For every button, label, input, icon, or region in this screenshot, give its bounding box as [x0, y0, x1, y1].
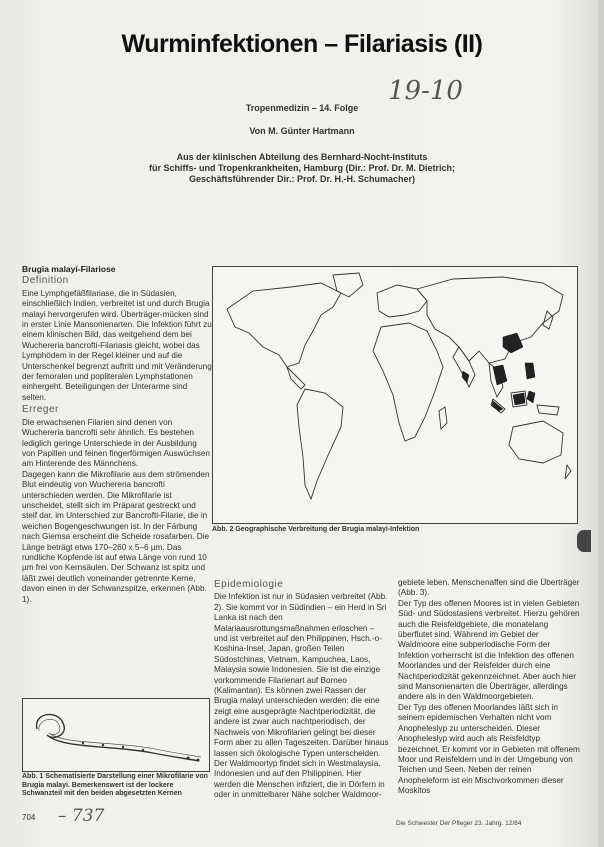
- map-caption: Abb. 2 Geographische Verbreitung der Brugia malayi-Infektion: [212, 526, 420, 533]
- continent-north-america: [227, 283, 341, 367]
- continent-south-america: [297, 389, 343, 499]
- paragraph-pathogen-2: Dagegen kann die Mikrofilarie aus dem strömenden Blut eindeutig von Wuchereria bancrofti unterschieden werden. Die Mikrofilarie ist unscheidet, stellt sich im Präparat gestreckt und steif dar, im Unterschied zur Bancrofti-Filarie, die in weichen Bogengeschwungen ist. In der Färbung nach Giemsa erscheint die Scheide rosafarben. Die Länge beträgt etwa 170–260 x 5–6 µm. Das rundliche Kopfende ist auf etwa Länge von rund 10 µm frei von Kernsäulen. Der Schwanz ist spitz und läßt zwei deutlich voneinander getrennte Kerne, davon einen in der Schwanzspitze, erkennen (Abb. 1).: [22, 469, 210, 604]
- worm-nucleus: [122, 746, 124, 748]
- endemic-area-borneo: [513, 393, 525, 405]
- distribution-map: [212, 266, 578, 524]
- worm-nucleus: [82, 742, 84, 744]
- author-line: Von M. Günter Hartmann: [249, 126, 355, 136]
- endemic-area-sulawesi: [527, 391, 535, 403]
- worm-tail-nucleus: [197, 759, 200, 762]
- continent-australia: [509, 421, 563, 463]
- article-title: Wurminfektionen – Filariasis (II): [121, 30, 483, 58]
- page-tab-marker: [577, 530, 591, 552]
- endemic-area-china: [503, 333, 523, 353]
- island-new-zealand: [565, 465, 571, 479]
- continent-asia: [417, 277, 563, 363]
- affiliation-line: Geschäftsführender Dir.: Prof. Dr. H.-H. Schumacher): [188, 174, 416, 184]
- paragraph-pathogen: Die erwachsenen Filarien sind denen von Wuchereria bancrofti sehr ähnlich. Es bestehen lediglich geringe Unterschiede in der Ausbildung von Papillen und feinen fingerförmigen Auswüchsen am Hinterende des Männchens.: [22, 417, 210, 469]
- worm-body: [37, 714, 199, 761]
- world-map-svg: [213, 267, 577, 523]
- continent-greenland: [333, 273, 363, 297]
- worm-nucleus: [102, 744, 104, 746]
- paragraph-definition: Eine Lymphgefäßfilariase, die in Südasien, einschließlich Indien, verbreitet ist und durch Brugia malayi hervorgerufen wird. Überträger-mücken sind in erster Linie Mansonienarten. Die Infektion führt zu einem klinischen Bild, das weitgehend dem bei Wuchereria bancrofti-Filariasis gleicht, wobei das Lymphödem in der Regel kleiner und auf die Unterschenkel begrenzt auftritt und mit Veränderung der femoralen und popliteralen Lymphstationen einhergeht. Beteiligungen der Unterarme sind selten.: [22, 288, 212, 402]
- subsection-epidemiology: Epidemiologie: [214, 579, 284, 590]
- affiliation: [100, 152, 504, 185]
- handwritten-page-number: – 737: [58, 806, 105, 826]
- subsection-pathogen: Erreger: [22, 404, 59, 416]
- series-label: Tropenmedizin – 14. Folge: [245, 103, 359, 113]
- continent-africa: [373, 323, 443, 441]
- microfilaria-figure: [22, 698, 210, 772]
- paragraph-right-1: gebiete leben. Menschenaffen sind die Überträger (Abb. 3).: [398, 578, 580, 598]
- microfilaria-drawing: [23, 699, 209, 771]
- paragraph-right-2: Der Typ des offenen Moores ist in vielen Gebieten Süd- und Südostasiens verbreitet. Hierzu gehören auch die Reisfeldgebiete, die monatelang überflutet sind. Während im Gebiet der Waldmoore eine subperiodische Form der Infektion vorherrscht ist die Infektion des offenen Moorlandes und der Reisfelder durch eine Nachtperiodizität gekennzeichnet. Aber auch hier sind Mansonienarten die Überträger, allerdings andere als in den Waldmoorgebieten.: [398, 598, 580, 702]
- paragraph-right-3: Der Typ des offenen Moorlandes läßt sich in seinem epidemischen Verhalten nicht vom Anopheleslyp zu unterscheiden. Dieser Anopheleslyp wird auch als Reisfeldtyp bezeichnet. Er kommt vor in Gebieten mit offenem Moor und Reisfeldern und in der Umgebung von Teichen und Seen. Neben der reinen Anopheleform ist ein Mischvorkommen dieser Moskitos: [398, 702, 580, 796]
- worm-caption: Abb. 1 Schematisierte Darstellung einer Mikrofilarie von Brugia malayi. Bemerkenswert ist der lockere Schwanzteil mit den beiden abgesetzten Kernen: [22, 773, 208, 797]
- affiliation-line: für Schiffs- und Tropenkrankheiten, Hamburg (Dir.: Prof. Dr. M. Dietrich;: [148, 163, 456, 173]
- left-column: [22, 264, 212, 605]
- island-new-guinea: [537, 405, 559, 415]
- subsection-definition: Definition: [22, 275, 69, 287]
- paragraph-epidemiology: Die Infektion ist nur in Südasien verbreitet (Abb. 2). Sie kommt vor in Südindien – ein Herd in Sri Lanka ist nach den Malariaausrottungsmaßnahmen erloschen – und ist verbreitet auf den Philippinen, Hsch.-o-Koshina-Insel, Japan, großen Teilen Südostchinas, Vietnam, Kampuchea, Laos, Malaysia sowie Indonesien. Sie ist die einzige vorkommende Filarienart auf Borneo (Kalimantan). Es können zwei Rassen der Brugia malayi unterschieden werden: die eine zeigt eine ausgeprägte Nachtperiodizität, die andere ist zwar auch nachtperiodisch, der Nachweis von Mikrofilarien gelingt bei dieser Form aber zu allen Tageszeiten. Darüber hinaus lassen sich ökologische Typen unterscheiden.: [214, 592, 389, 758]
- journal-footer: Die Schwester Der Pfleger 23. Jahrg. 12/84: [396, 820, 522, 827]
- continent-central-america: [287, 367, 305, 389]
- section-heading: Brugia malayi-Filariose: [22, 264, 116, 274]
- middle-column: [214, 578, 389, 801]
- region-india: [453, 347, 475, 387]
- worm-tail-nucleus: [187, 757, 190, 760]
- worm-nucleus: [142, 749, 144, 751]
- right-column: [398, 578, 580, 797]
- continent-europe: [377, 285, 427, 317]
- endemic-area-indochina: [493, 365, 507, 385]
- affiliation-line: Aus der klinischen Abteilung des Bernhard-Nocht-Instituts: [176, 152, 428, 162]
- endemic-area-india: [462, 371, 469, 383]
- handwritten-note: 19-10: [388, 76, 463, 106]
- endemic-area-philippines: [525, 363, 535, 379]
- page-number: 704: [22, 813, 36, 822]
- island-madagascar: [439, 407, 447, 429]
- paragraph-epidemiology-2: Der Waldmoortyp findet sich in Westmalaysia, Indonesien und auf den Philippinen. Hier werden die Menschen infiziert, die in Dörfern in oder in unmittelbarer Nähe solcher Waldmoor-: [214, 758, 385, 800]
- island-japan: [543, 311, 553, 329]
